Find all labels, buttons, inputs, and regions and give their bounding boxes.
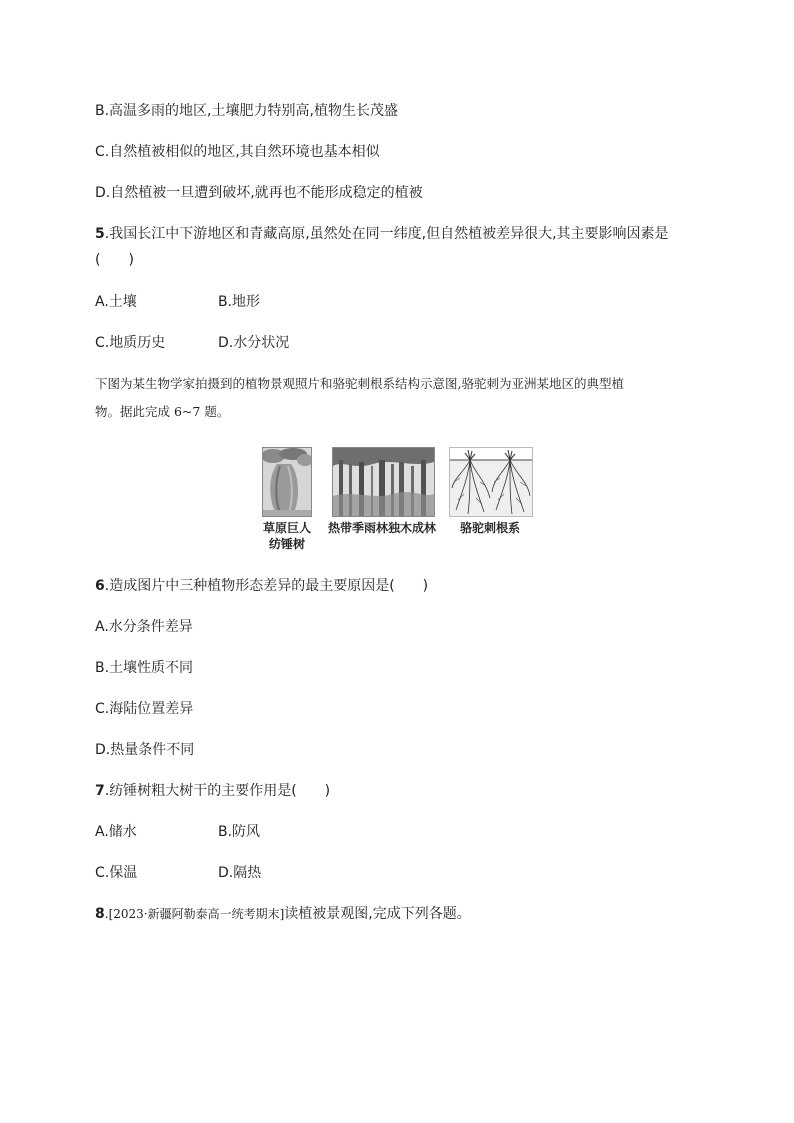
q7-option-b: B.防风: [218, 824, 261, 840]
bottle-tree-photo: [262, 447, 312, 517]
q4-option-c: C.自然植被相似的地区,其自然环境也基本相似: [95, 144, 380, 160]
q5-number: 5: [95, 226, 105, 242]
q8-number: 8: [95, 906, 105, 922]
q6-stem: [95, 577, 428, 595]
q4-option-b: B.高温多雨的地区,土壤肥力特别高,植物生长茂盛: [95, 103, 398, 119]
q7-stem: [95, 782, 330, 800]
q5-text: .我国长江中下游地区和青藏高原,虽然处在同一纬度,但自然植被差异很大,其主要影响因素是: [104, 226, 669, 242]
q6-option-c: C.海陆位置差异: [95, 701, 194, 717]
q7-number: 7: [95, 783, 105, 799]
camelthorn-roots-diagram: [449, 447, 533, 517]
q7-options-row1: [95, 823, 261, 841]
caption-bottle-tree-line2: 纺锤树: [268, 537, 305, 551]
q5-option-a: A.土壤: [95, 294, 137, 310]
q5-option-c: C.地质历史: [95, 335, 166, 351]
caption-bottle-tree: [260, 520, 314, 552]
q7-option-d: D.隔热: [218, 865, 262, 881]
q5-option-d: D.水分状况: [218, 335, 290, 351]
q7-option-c: C.保温: [95, 865, 138, 881]
q5-options-row2: [95, 334, 290, 352]
q7-option-a: A.储水: [95, 824, 137, 840]
caption-bottle-tree-line1: 草原巨人: [262, 521, 311, 535]
q6-text: .造成图片中三种植物形态差异的最主要原因是( ): [104, 578, 429, 594]
banyan-forest-photo: [332, 447, 435, 517]
q7-options-row2: [95, 864, 262, 882]
q5-stem: [95, 225, 669, 243]
intro-line-2: 物。据此完成 6~7 题。: [95, 404, 230, 419]
q4-option-d: D.自然植被一旦遭到破坏,就再也不能形成稳定的植被: [95, 185, 423, 201]
q6-number: 6: [95, 578, 105, 594]
q5-option-b: B.地形: [218, 294, 261, 310]
intro-line-1: 下图为某生物学家拍摄到的植物景观照片和骆驼刺根系结构示意图,骆驼刺为亚洲某地区的典型植: [95, 376, 624, 391]
q6-option-a: A.水分条件差异: [95, 619, 193, 635]
caption-banyan-forest: 热带季雨林独木成林: [327, 521, 436, 535]
q8-source: .[2023·新疆阿勒泰高一统考期末]: [104, 907, 285, 921]
q5-blank: ( ): [95, 252, 134, 268]
q6-option-b: B.土壤性质不同: [95, 660, 194, 676]
q8-text: 读植被景观图,完成下列各题。: [284, 906, 471, 922]
caption-camelthorn-roots: 骆驼刺根系: [459, 521, 520, 535]
q6-option-d: D.热量条件不同: [95, 742, 195, 758]
q8-stem: [95, 905, 471, 923]
q7-text: .纺锤树粗大树干的主要作用是( ): [104, 783, 331, 799]
q5-options-row1: [95, 293, 261, 311]
